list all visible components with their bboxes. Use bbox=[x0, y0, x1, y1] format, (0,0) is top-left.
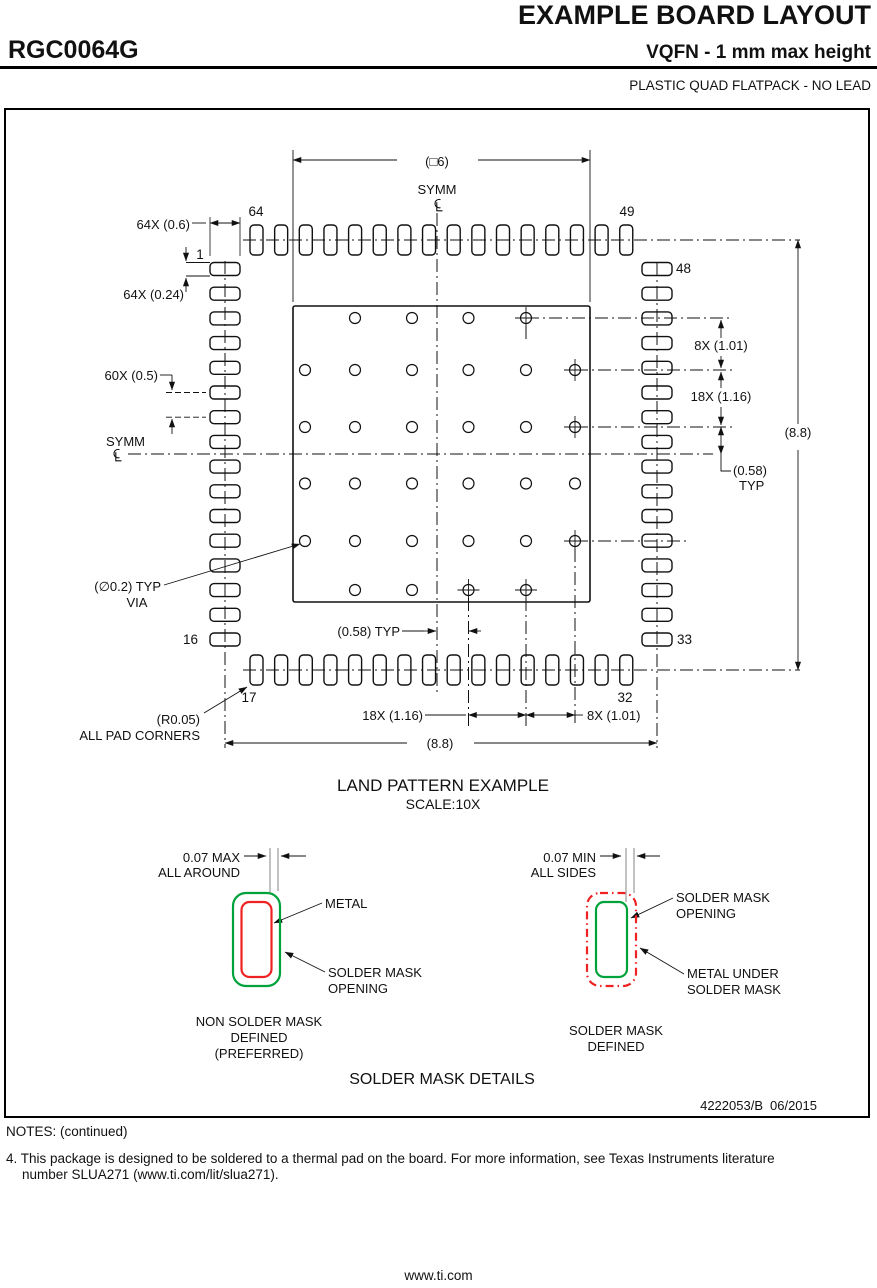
pin-16-label: 16 bbox=[182, 632, 198, 647]
via bbox=[350, 422, 361, 433]
metal-under-mask-label-2: SOLDER MASK bbox=[687, 982, 781, 997]
dimension-lines bbox=[160, 150, 798, 743]
dim-88-bottom: (8.8) bbox=[426, 736, 454, 751]
dim-pad-pitch: 60X (0.5) bbox=[104, 368, 158, 383]
via bbox=[463, 313, 474, 324]
pin-1-label: 1 bbox=[196, 247, 204, 262]
mask-opening-label-2: OPENING bbox=[328, 981, 388, 996]
smd-dim: 0.07 MIN bbox=[543, 850, 596, 865]
dim-058-right: (0.58) bbox=[733, 463, 767, 478]
pin-64-label: 64 bbox=[248, 204, 264, 219]
centerline-symbol-icon bbox=[435, 199, 442, 210]
via-crosshair bbox=[564, 359, 586, 381]
via-crosshair bbox=[515, 579, 537, 601]
dim-101-right: 8X (1.01) bbox=[694, 338, 748, 353]
smd-caption-2: DEFINED bbox=[587, 1039, 645, 1054]
mask-opening-label-1: SOLDER MASK bbox=[328, 965, 422, 980]
via bbox=[407, 536, 418, 547]
drawing-scale: SCALE:10X bbox=[405, 796, 481, 812]
via-crosshair bbox=[564, 530, 586, 552]
notes-heading: NOTES: (continued) bbox=[6, 1124, 128, 1139]
via bbox=[407, 585, 418, 596]
dim-116-bottom: 18X (1.16) bbox=[362, 708, 423, 723]
dim-101-bottom: 8X (1.01) bbox=[587, 708, 641, 723]
via-crosshair bbox=[458, 579, 480, 601]
smd-detail bbox=[531, 848, 782, 1054]
doc-date: 06/2015 bbox=[770, 1098, 817, 1113]
centerline-symbol-icon bbox=[114, 449, 121, 460]
via bbox=[350, 313, 361, 324]
via bbox=[570, 478, 581, 489]
via bbox=[407, 365, 418, 376]
dim-via-diameter: (∅0.2) TYP bbox=[94, 579, 161, 594]
doc-number: 4222053/B bbox=[700, 1098, 763, 1113]
via-crosshair bbox=[564, 416, 586, 438]
via bbox=[463, 365, 474, 376]
page-title: EXAMPLE BOARD LAYOUT bbox=[517, 0, 871, 30]
dim-058-typ-right: TYP bbox=[739, 478, 765, 493]
solder-mask-details-title: SOLDER MASK DETAILS bbox=[349, 1071, 535, 1088]
via bbox=[521, 478, 532, 489]
via bbox=[300, 365, 311, 376]
smd-opening-label-2: OPENING bbox=[676, 906, 736, 921]
via bbox=[463, 536, 474, 547]
dim-corner-radius: (R0.05) bbox=[156, 712, 200, 727]
via bbox=[300, 422, 311, 433]
via bbox=[350, 536, 361, 547]
metal-under-mask-label-1: METAL UNDER bbox=[687, 966, 779, 981]
via bbox=[407, 422, 418, 433]
via bbox=[463, 422, 474, 433]
ti-url: www.ti.com bbox=[404, 1268, 473, 1283]
dim-88-right: (8.8) bbox=[784, 425, 812, 440]
smd-caption-1: SOLDER MASK bbox=[569, 1023, 663, 1038]
via bbox=[407, 313, 418, 324]
nsmd-caption-3: (PREFERRED) bbox=[214, 1046, 304, 1061]
copper-pads bbox=[210, 225, 672, 685]
nsmd-detail bbox=[158, 848, 422, 1061]
pin-17-label: 17 bbox=[241, 690, 257, 705]
part-number: RGC0064G bbox=[8, 36, 139, 64]
nsmd-metal-shape bbox=[242, 902, 272, 977]
nsmd-caption-1: NON SOLDER MASK bbox=[195, 1014, 323, 1029]
dim-058-typ-bottom: (0.58) TYP bbox=[337, 624, 400, 639]
via bbox=[521, 536, 532, 547]
via bbox=[350, 365, 361, 376]
via bbox=[300, 478, 311, 489]
symm-label-left: SYMM bbox=[106, 434, 145, 449]
package-description: PLASTIC QUAD FLATPACK - NO LEAD bbox=[629, 78, 871, 93]
via bbox=[521, 422, 532, 433]
dim-116-right: 18X (1.16) bbox=[690, 389, 752, 404]
pin-49-label: 49 bbox=[619, 204, 635, 219]
corner-radius-note: ALL PAD CORNERS bbox=[79, 728, 200, 743]
smd-metal-under-mask-shape bbox=[587, 893, 636, 986]
nsmd-dim: 0.07 MAX bbox=[182, 850, 240, 865]
via bbox=[407, 478, 418, 489]
drawing-title: LAND PATTERN EXAMPLE bbox=[337, 776, 549, 795]
via bbox=[521, 365, 532, 376]
package-height: VQFN - 1 mm max height bbox=[646, 42, 871, 63]
smd-opening-label-1: SOLDER MASK bbox=[676, 890, 770, 905]
note-4-line2: number SLUA271 (www.ti.com/lit/slua271). bbox=[22, 1167, 279, 1182]
pin-33-label: 33 bbox=[677, 632, 693, 647]
nsmd-mask-opening-shape bbox=[233, 893, 280, 986]
smd-mask-opening-shape bbox=[596, 902, 627, 977]
symm-label-top: SYMM bbox=[417, 182, 457, 197]
via bbox=[350, 478, 361, 489]
dim-pad-length: 64X (0.6) bbox=[136, 217, 190, 232]
via bbox=[463, 478, 474, 489]
dim-pad-width: 64X (0.24) bbox=[123, 287, 184, 302]
pin-48-label: 48 bbox=[676, 261, 692, 276]
note-4-line1: 4. This package is designed to be soldered to a thermal pad on the board. For more information, see Texas Instruments literature bbox=[6, 1151, 775, 1166]
smd-dim-note: ALL SIDES bbox=[530, 865, 596, 880]
nsmd-caption-2: DEFINED bbox=[230, 1030, 288, 1045]
pin-32-label: 32 bbox=[617, 690, 633, 705]
via bbox=[350, 585, 361, 596]
via-crosshair bbox=[515, 307, 537, 329]
nsmd-dim-note: ALL AROUND bbox=[158, 865, 240, 880]
metal-label: METAL bbox=[325, 896, 368, 911]
via bbox=[300, 536, 311, 547]
via-label: VIA bbox=[126, 595, 148, 610]
dim-package-size: (□6) bbox=[425, 154, 449, 169]
